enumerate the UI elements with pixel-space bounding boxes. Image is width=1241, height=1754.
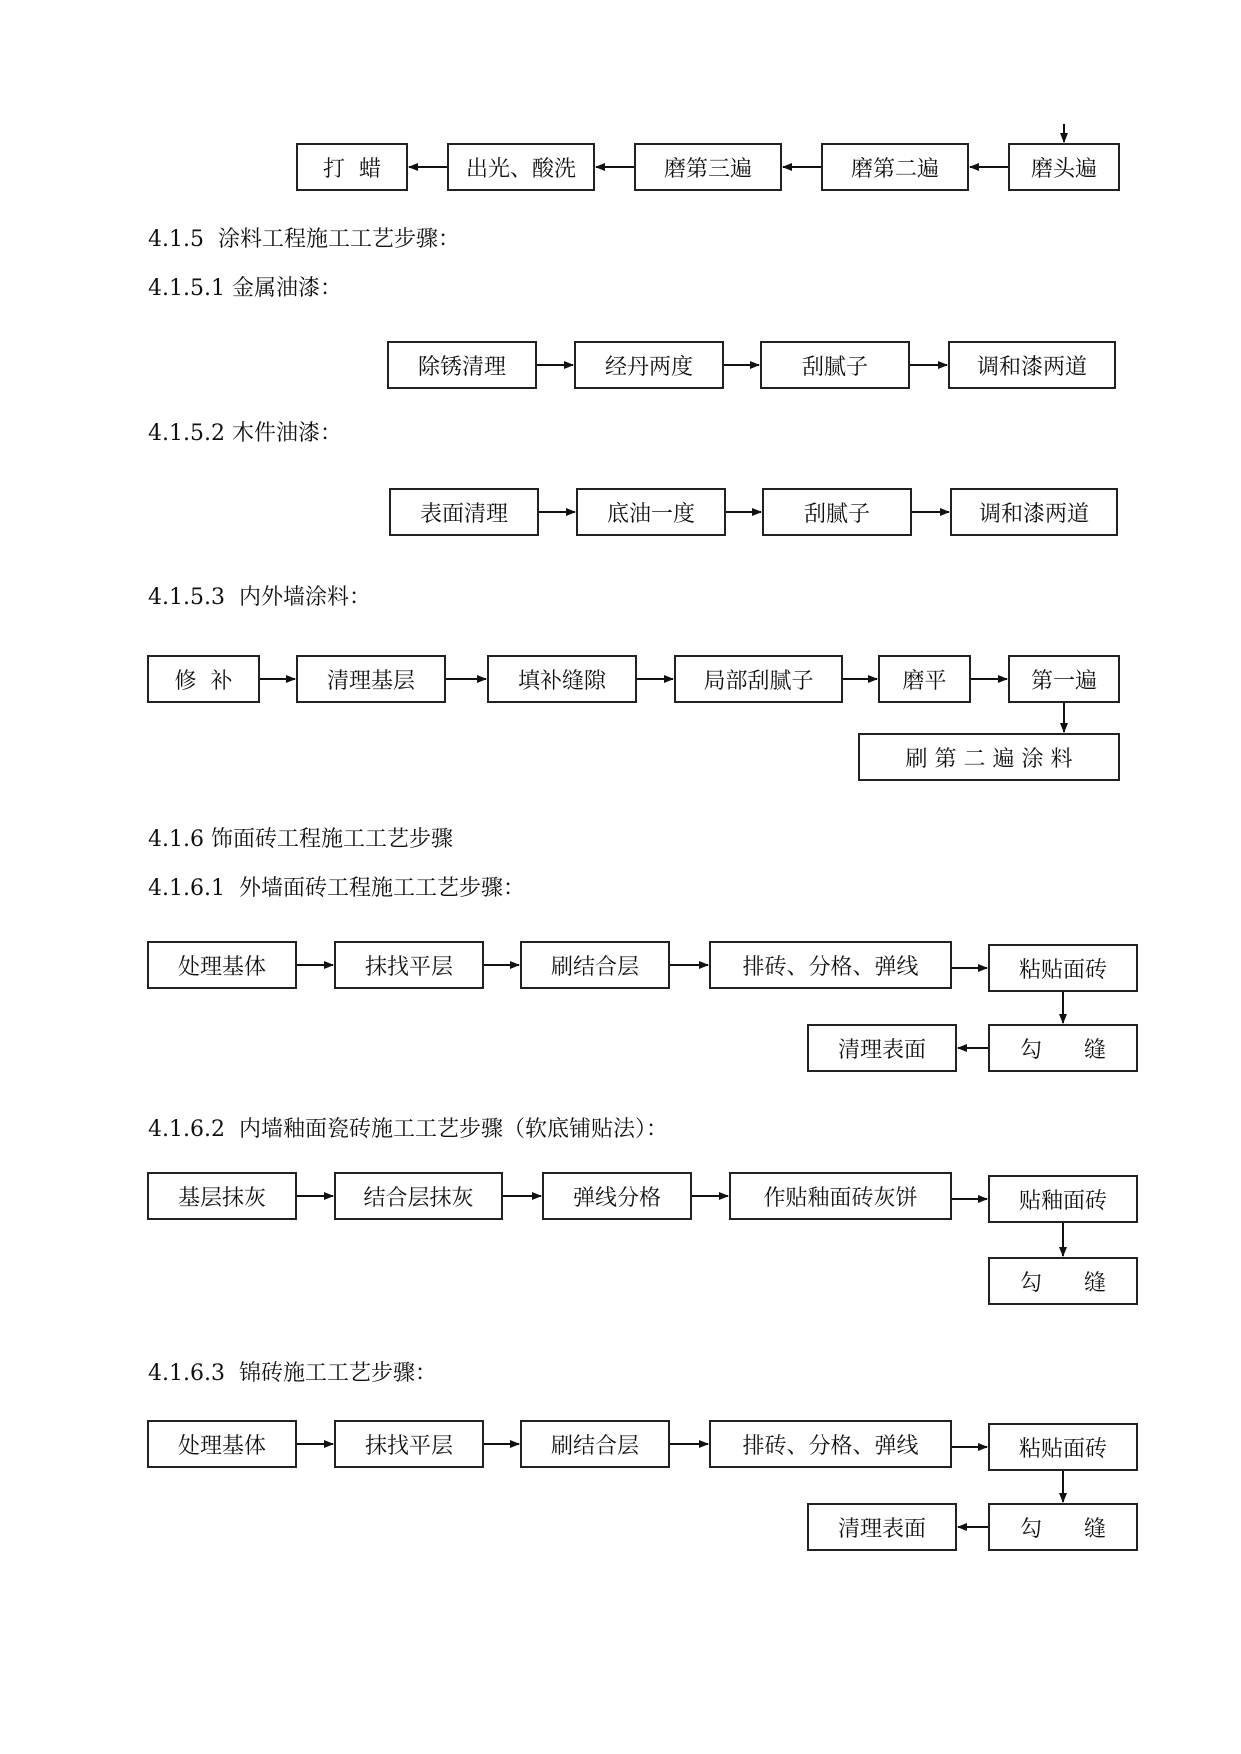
step-box: 打 蜡 [296, 143, 408, 191]
step-box: 局部刮腻子 [674, 655, 843, 703]
step-box: 刮腻子 [762, 488, 912, 536]
step-box: 第一遍 [1008, 655, 1120, 703]
step-box: 弹线分格 [542, 1172, 692, 1220]
step-box: 磨平 [878, 655, 971, 703]
section-heading: 4.1.5.2 木件油漆： [148, 421, 342, 446]
step-box: 勾 缝 [988, 1257, 1138, 1305]
step-box: 基层抹灰 [147, 1172, 297, 1220]
step-box: 勾 缝 [988, 1024, 1138, 1072]
step-box: 刮腻子 [760, 341, 910, 389]
step-box: 粘贴面砖 [988, 944, 1138, 992]
step-box: 填补缝隙 [487, 655, 637, 703]
step-box: 调和漆两道 [950, 488, 1118, 536]
step-box: 排砖、分格、弹线 [709, 1420, 952, 1468]
section-heading: 4.1.6.1 外墙面砖工程施工工艺步骤： [148, 876, 525, 901]
step-box: 作贴釉面砖灰饼 [729, 1172, 952, 1220]
step-box: 清理表面 [807, 1024, 957, 1072]
step-box: 表面清理 [389, 488, 539, 536]
step-box: 结合层抹灰 [334, 1172, 503, 1220]
step-box: 排砖、分格、弹线 [709, 941, 952, 989]
step-box: 经丹两度 [574, 341, 724, 389]
step-box: 抹找平层 [334, 941, 484, 989]
step-box: 处理基体 [147, 941, 297, 989]
step-box: 抹找平层 [334, 1420, 484, 1468]
section-heading: 4.1.5 涂料工程施工工艺步骤： [148, 227, 460, 252]
step-box: 处理基体 [147, 1420, 297, 1468]
step-box: 贴釉面砖 [988, 1175, 1138, 1223]
step-box: 清理表面 [807, 1503, 957, 1551]
step-box: 磨第二遍 [821, 143, 969, 191]
step-box: 出光、酸洗 [447, 143, 595, 191]
step-box: 清理基层 [296, 655, 446, 703]
step-box: 刷 第 二 遍 涂 料 [858, 733, 1120, 781]
section-heading: 4.1.6 饰面砖工程施工工艺步骤 [148, 827, 453, 852]
step-box: 磨第三遍 [634, 143, 782, 191]
step-box: 修 补 [147, 655, 260, 703]
section-heading: 4.1.6.2 内墙釉面瓷砖施工工艺步骤（软底铺贴法）： [148, 1117, 668, 1142]
step-box: 磨头遍 [1008, 143, 1120, 191]
step-box: 刷结合层 [520, 1420, 670, 1468]
step-box: 底油一度 [576, 488, 726, 536]
step-box: 刷结合层 [520, 941, 670, 989]
step-box: 调和漆两道 [948, 341, 1116, 389]
section-heading: 4.1.5.1 金属油漆： [148, 276, 342, 301]
step-box: 勾 缝 [988, 1503, 1138, 1551]
section-heading: 4.1.5.3 内外墙涂料： [148, 585, 371, 610]
section-heading: 4.1.6.3 锦砖施工工艺步骤： [148, 1361, 437, 1386]
step-box: 粘贴面砖 [988, 1423, 1138, 1471]
step-box: 除锈清理 [387, 341, 537, 389]
